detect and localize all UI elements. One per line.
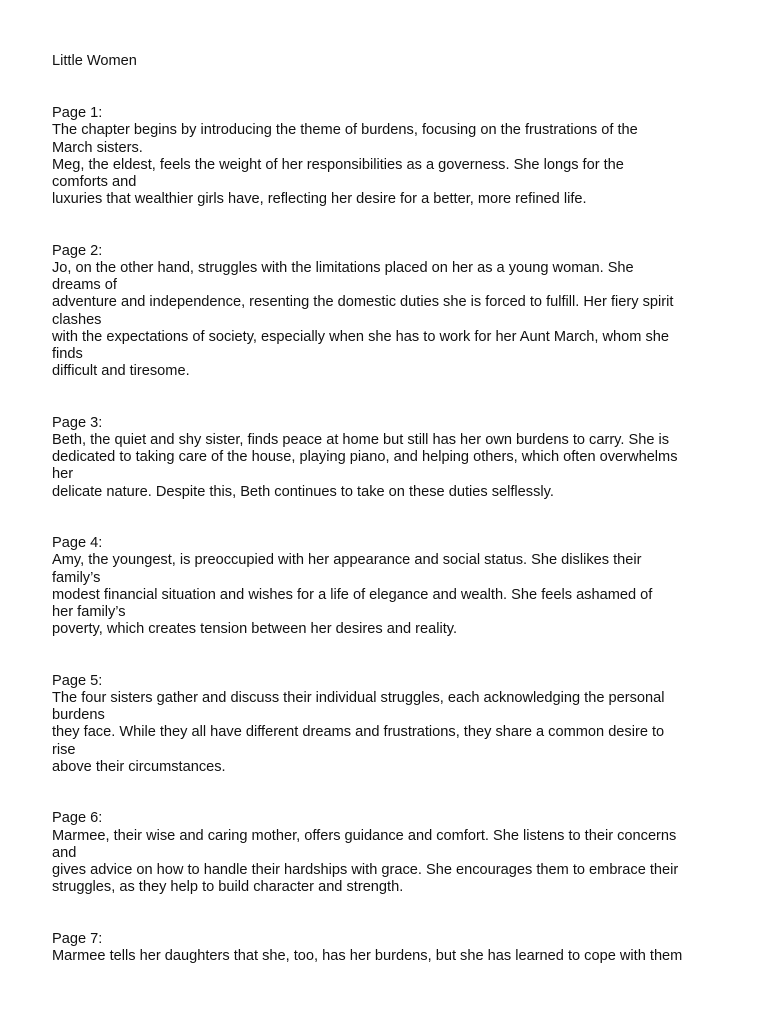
section-heading: Page 5:	[52, 672, 103, 689]
page-section	[52, 415, 752, 501]
paragraph-line: dedicated to taking care of the house, playing piano, and helping others, which often overwhelms	[52, 449, 678, 466]
paragraph-line: Meg, the eldest, feels the weight of her responsibilities as a governess. She longs for the	[52, 156, 624, 173]
paragraph-line: Amy, the youngest, is preoccupied with her appearance and social status. She dislikes their	[52, 552, 642, 569]
paragraph-line: clashes	[52, 311, 102, 328]
page-section	[52, 673, 752, 776]
paragraph-line: above their circumstances.	[52, 758, 226, 775]
paragraph-line: Jo, on the other hand, struggles with the limitations placed on her as a young woman. She	[52, 260, 634, 277]
document-title: Little Women	[52, 53, 137, 69]
section-heading: Page 2:	[52, 242, 103, 259]
page-section	[52, 535, 752, 638]
paragraph-line: struggles, as they help to build character and strength.	[52, 879, 404, 896]
paragraph-line: adventure and independence, resenting the domestic duties she is forced to fulfill. Her fiery spirit	[52, 294, 674, 311]
paragraph-line: Marmee, their wise and caring mother, offers guidance and comfort. She listens to their concerns	[52, 827, 677, 844]
paragraph-line: her	[52, 466, 74, 483]
paragraph-line: Beth, the quiet and shy sister, finds peace at home but still has her own burdens to carry. She is	[52, 432, 670, 449]
page-section	[52, 931, 752, 965]
paragraph-line: modest financial situation and wishes for a life of elegance and wealth. She feels ashamed of	[52, 586, 653, 603]
section-heading: Page 4:	[52, 535, 103, 552]
section-heading: Page 6:	[52, 810, 103, 827]
paragraph-line: Marmee tells her daughters that she, too, has her burdens, but she has learned to cope with them	[52, 948, 683, 965]
paragraph-line: The chapter begins by introducing the theme of burdens, focusing on the frustrations of the	[52, 122, 638, 139]
paragraph-line: and	[52, 844, 77, 861]
paragraph-line: rise	[52, 741, 76, 758]
paragraph-line: dreams of	[52, 277, 117, 294]
paragraph-line: comforts and	[52, 174, 137, 191]
paragraph-line: burdens	[52, 707, 105, 724]
document-body	[52, 105, 752, 965]
paragraph-line: gives advice on how to handle their hardships with grace. She encourages them to embrace their	[52, 862, 679, 879]
paragraph-line: The four sisters gather and discuss their individual struggles, each acknowledging the personal	[52, 690, 665, 707]
section-heading: Page 7:	[52, 930, 103, 947]
section-heading: Page 3:	[52, 414, 103, 431]
paragraph-line: her family’s	[52, 604, 126, 621]
paragraph-line: luxuries that wealthier girls have, reflecting her desire for a better, more refined life.	[52, 191, 587, 208]
paragraph-line: poverty, which creates tension between her desires and reality.	[52, 621, 458, 638]
paragraph-line: finds	[52, 346, 83, 363]
paragraph-line: March sisters.	[52, 139, 143, 156]
paragraph-line: with the expectations of society, especially when she has to work for her Aunt March, whom she	[52, 328, 670, 345]
paragraph-line: delicate nature. Despite this, Beth continues to take on these duties selflessly.	[52, 483, 554, 500]
page-section	[52, 810, 752, 896]
paragraph-line: difficult and tiresome.	[52, 363, 190, 380]
page-section	[52, 243, 752, 381]
section-heading: Page 1:	[52, 105, 103, 122]
page-section	[52, 105, 752, 208]
document-page	[52, 53, 752, 1000]
paragraph-line: they face. While they all have different dreams and frustrations, they share a common desire to	[52, 724, 665, 741]
paragraph-line: family’s	[52, 569, 101, 586]
